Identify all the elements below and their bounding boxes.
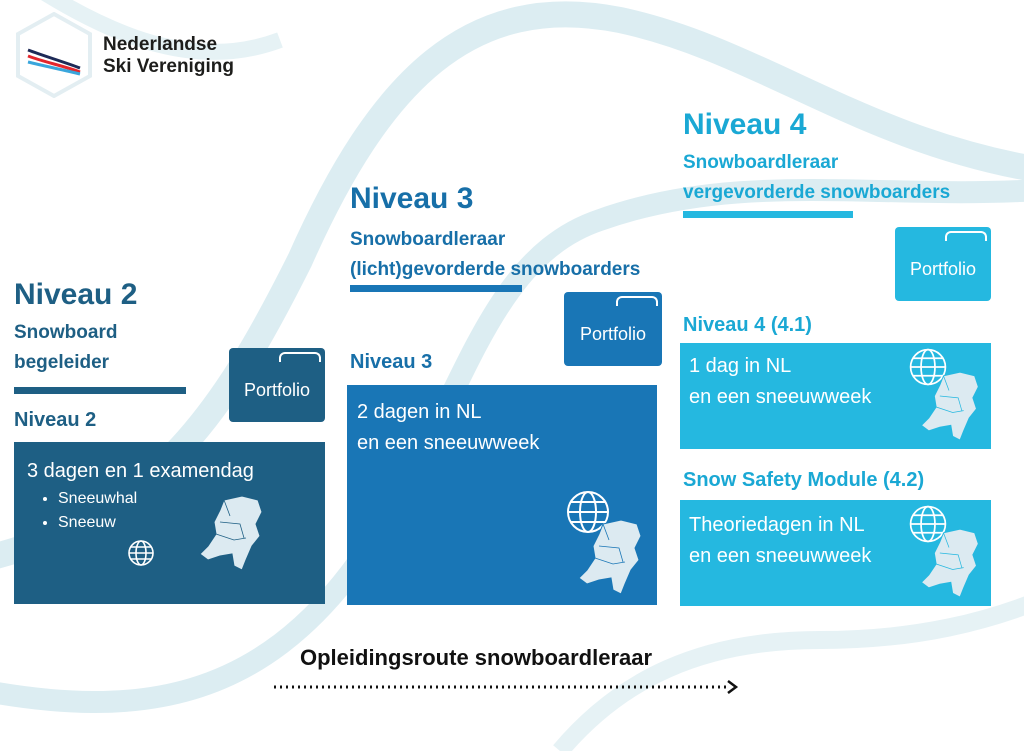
logo-line-1: Nederlandse	[103, 34, 218, 55]
level-3-subtitle-line-1: Snowboardleraar	[350, 229, 506, 250]
level-2-portfolio-label: Portfolio	[243, 379, 311, 400]
level-3-underline	[350, 285, 522, 292]
level-3-title: Niveau 3	[350, 182, 474, 215]
level-2-subtitle	[14, 318, 117, 378]
level-4-2-module-label: Snow Safety Module (4.2)	[683, 469, 925, 491]
bullet-item: • Sneeuw	[58, 511, 137, 535]
level-4-2-module-text-line-1: Theoriedagen in NL	[689, 514, 865, 536]
level-4-title: Niveau 4	[683, 108, 807, 141]
level-4-portfolio	[895, 227, 991, 301]
netherlands-map-icon	[573, 515, 645, 601]
globe-icon	[126, 538, 156, 568]
level-2-bullet-list	[14, 487, 137, 535]
level-3-subtitle	[350, 225, 640, 285]
level-4-subtitle	[683, 148, 950, 208]
netherlands-map-icon	[916, 526, 982, 602]
level-2-subtitle-line-1: Snowboard	[14, 322, 118, 343]
level-2-underline	[14, 387, 186, 394]
level-3-subtitle-line-2: (licht)gevorderde snowboarders	[350, 259, 641, 280]
level-4-1-module-text-line-1: 1 dag in NL	[689, 355, 792, 377]
logo-line-2: Ski Vereniging	[103, 56, 234, 77]
level-3-module-box	[347, 385, 657, 605]
dotted-arrow-icon	[272, 677, 744, 697]
folder-icon	[945, 231, 987, 241]
level-3-module-label: Niveau 3	[350, 351, 433, 373]
level-4-subtitle-line-2: vergevorderde snowboarders	[683, 182, 951, 203]
level-4-1-module-box	[680, 343, 991, 449]
route-title: Opleidingsroute snowboardleraar	[300, 645, 653, 670]
level-4-2-module-box	[680, 500, 991, 606]
level-4-2-module-text-line-2: en een sneeuwweek	[689, 545, 872, 567]
logo-mark	[14, 12, 94, 98]
bullet-item: • Sneeuwhal	[58, 487, 137, 511]
level-2-portfolio	[229, 348, 325, 422]
logo-wordmark	[103, 34, 234, 78]
netherlands-map-icon	[194, 494, 266, 574]
level-4-1-module-text-line-2: en een sneeuwweek	[689, 386, 872, 408]
netherlands-map-icon	[916, 369, 982, 445]
level-3-portfolio	[564, 292, 662, 366]
level-3-module-text-line-1: 2 dagen in NL	[357, 401, 482, 423]
level-2-title: Niveau 2	[14, 278, 138, 311]
level-3-module-text-line-2: en een sneeuwweek	[357, 432, 540, 454]
level-2-subtitle-line-2: begeleider	[14, 352, 110, 373]
level-4-1-module-label: Niveau 4 (4.1)	[683, 314, 812, 336]
folder-icon	[279, 352, 321, 362]
level-2-module-label: Niveau 2	[14, 409, 97, 431]
level-2-module-text: 3 dagen en 1 examendag	[27, 460, 254, 482]
level-4-subtitle-line-1: Snowboardleraar	[683, 152, 839, 173]
level-2-module-box	[14, 442, 325, 604]
folder-icon	[616, 296, 658, 306]
level-3-portfolio-label: Portfolio	[579, 323, 647, 344]
level-4-underline	[683, 211, 853, 218]
level-4-portfolio-label: Portfolio	[909, 258, 977, 279]
